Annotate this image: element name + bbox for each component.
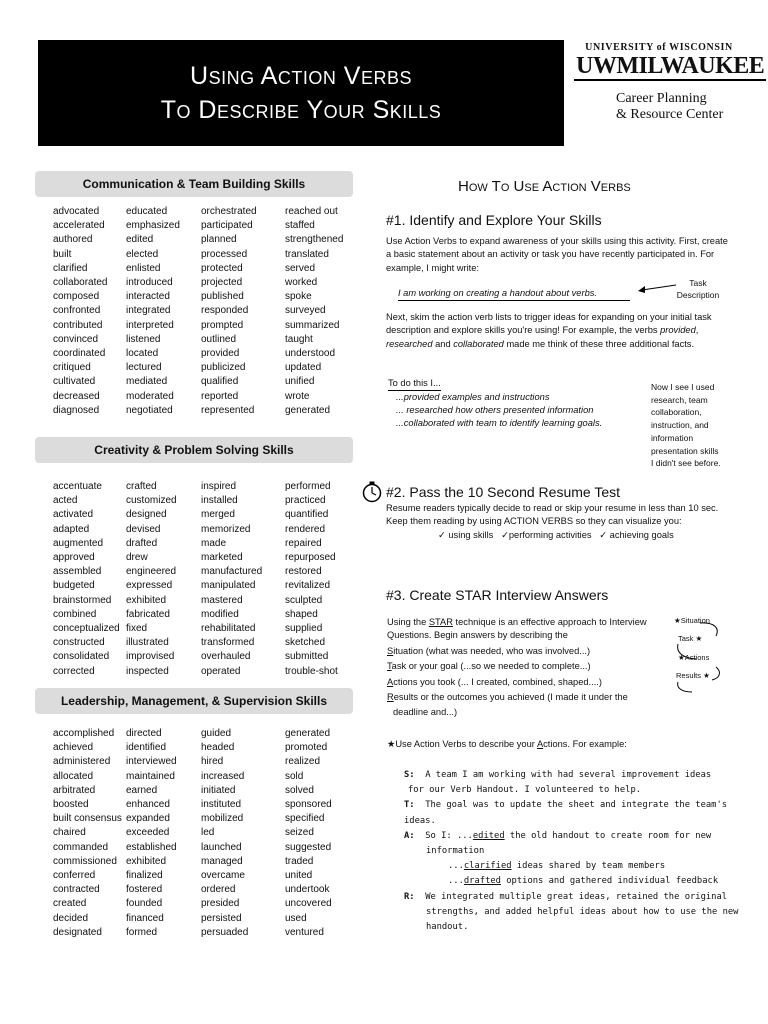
verb-item: founded xyxy=(126,898,163,910)
verb-item: merged xyxy=(201,509,235,521)
verb-item: performed xyxy=(285,481,331,492)
verb-column-creativity-4 xyxy=(285,480,338,679)
verb-item: arbitrated xyxy=(53,784,96,796)
verb-item: elected xyxy=(126,248,159,260)
verb-item: confronted xyxy=(53,305,101,317)
verb-item: lectured xyxy=(126,362,162,374)
verb-item: augmented xyxy=(53,537,104,549)
verb-item: worked xyxy=(285,277,318,289)
verb-item: commanded xyxy=(53,841,109,853)
verb-item: integrated xyxy=(126,305,171,317)
verb-item: specified xyxy=(285,813,325,825)
verb-item: outlined xyxy=(201,333,237,345)
star-list xyxy=(387,644,687,720)
verb-column-communication-3 xyxy=(201,205,257,418)
verb-column-leadership-2 xyxy=(126,727,177,940)
verb-item: composed xyxy=(53,291,100,303)
verb-item: made xyxy=(201,537,227,549)
step2-checks: ✓ using skills ✓performing activities ✓ achieving goals xyxy=(438,530,674,540)
todo-item: ...collaborated with team to identify learning goals. xyxy=(396,418,603,428)
verb-item: repaired xyxy=(285,537,322,549)
section-header-leadership: Leadership, Management, & Supervision Skills xyxy=(35,688,353,714)
step1-title: #1. Identify and Explore Your Skills xyxy=(386,212,602,228)
verb-item: translated xyxy=(285,248,329,260)
verb-column-communication-4 xyxy=(285,205,343,418)
verb-item: administered xyxy=(53,756,111,768)
verb-item: devised xyxy=(126,523,161,535)
verb-item: seized xyxy=(285,827,314,839)
verb-item: quantified xyxy=(285,509,329,521)
verb-item: updated xyxy=(285,362,322,374)
section-header-creativity: Creativity & Problem Solving Skills xyxy=(35,437,353,463)
verb-item: emphasized xyxy=(126,220,180,232)
step3-title: #3. Create STAR Interview Answers xyxy=(386,587,609,603)
verb-item: supplied xyxy=(285,623,323,635)
verb-item: led xyxy=(201,827,215,839)
verb-item: suggested xyxy=(285,841,332,853)
verb-item: enlisted xyxy=(126,262,161,274)
verb-item: fixed xyxy=(126,623,148,635)
verb-item: wrote xyxy=(285,390,310,402)
verb-item: guided xyxy=(201,728,232,739)
verb-item: trouble-shot xyxy=(285,665,338,677)
verb-item: corrected xyxy=(53,665,95,677)
verb-item: mobilized xyxy=(201,813,244,825)
verb-item: commissioned xyxy=(53,855,117,867)
verb-item: exhibited xyxy=(126,594,167,606)
verb-item: decided xyxy=(53,912,89,924)
verb-item: crafted xyxy=(126,481,157,492)
verb-item: rehabilitated xyxy=(201,623,256,635)
verb-item: created xyxy=(53,898,87,910)
verb-item: interviewed xyxy=(126,756,177,768)
verb-item: realized xyxy=(285,756,321,768)
verb-item: established xyxy=(126,841,177,853)
verb-item: memorized xyxy=(201,523,251,535)
verb-item: projected xyxy=(201,277,243,289)
verb-item: authored xyxy=(53,234,93,246)
star-item: Actions you took (... I created, combined, shaped....) xyxy=(387,676,602,687)
verb-item: understood xyxy=(285,348,336,360)
verb-item: mastered xyxy=(201,594,243,606)
logo-dept-1: Career Planning xyxy=(616,91,707,106)
verb-item: assembled xyxy=(53,566,102,578)
verb-item: strengthened xyxy=(285,234,344,246)
verb-item: identified xyxy=(126,742,167,754)
verb-item: revitalized xyxy=(285,580,331,592)
verb-item: restored xyxy=(285,566,322,578)
task-description-label: Task Description xyxy=(676,278,720,300)
use-action-verbs-line: ★Use Action Verbs to describe your Actions. For example: xyxy=(387,739,627,749)
verb-item: located xyxy=(126,348,159,360)
verb-item: staffed xyxy=(285,220,315,232)
verb-item: operated xyxy=(201,665,241,677)
verb-item: expanded xyxy=(126,813,170,825)
verb-item: responded xyxy=(201,305,249,317)
verb-item: persisted xyxy=(201,912,242,924)
verb-item: contracted xyxy=(53,884,100,896)
verb-item: accentuate xyxy=(53,481,102,492)
verb-item: traded xyxy=(285,855,314,867)
logo-dept-2: & Resource Center xyxy=(616,107,724,122)
verb-item: approved xyxy=(53,552,95,564)
verb-item: collaborated xyxy=(53,277,108,289)
verb-item: modified xyxy=(201,608,239,620)
verb-item: exhibited xyxy=(126,855,167,867)
verb-item: expressed xyxy=(126,580,173,592)
verb-item: used xyxy=(285,912,307,924)
verb-item: accomplished xyxy=(53,728,115,739)
verb-item: critiqued xyxy=(53,362,91,374)
verb-item: fabricated xyxy=(126,608,170,620)
title-line-2: To Describe Your Skills xyxy=(160,96,442,124)
verb-item: achieved xyxy=(53,742,94,754)
verb-item: protected xyxy=(201,262,243,274)
stopwatch-icon xyxy=(361,481,383,503)
verb-item: improvised xyxy=(126,651,175,663)
verb-item: moderated xyxy=(126,390,174,402)
verb-item: united xyxy=(285,870,313,882)
verb-item: practiced xyxy=(285,495,326,507)
verb-item: instituted xyxy=(201,799,242,811)
verb-column-communication-1 xyxy=(53,205,107,418)
verb-item: interpreted xyxy=(126,319,174,331)
verb-item: finalized xyxy=(126,870,163,882)
verb-column-leadership-1 xyxy=(53,727,122,940)
verb-item: generated xyxy=(285,404,331,416)
verb-item: drew xyxy=(126,552,148,564)
verb-item: built xyxy=(53,248,72,260)
section-header-communication: Communication & Team Building Skills xyxy=(35,171,353,197)
verb-item: hired xyxy=(201,756,224,768)
verb-item: submitted xyxy=(285,651,329,663)
step2-title: #2. Pass the 10 Second Resume Test xyxy=(386,484,620,500)
side-note: Now I see I used research, team collaboration, instruction, and information presentation skills I didn't see before. xyxy=(651,382,721,469)
verb-column-creativity-3 xyxy=(201,480,262,679)
star-example: S: A team I am working with had several improvement ideas for our Verb Handout. I volunteered to help. T: The goal was to update the sheet and integrate the team's ideas. A: So I: ...edited the old handout to create room for new information ...clarified ideas shared by team members ...drafted options and gathered individual feedback R: We integrated multiple great ideas, retained the original strengths, and added helpful ideas about how to use the new handout. xyxy=(404,770,739,933)
verb-item: headed xyxy=(201,742,235,754)
title-line-1: Using Action Verbs xyxy=(190,62,412,90)
verb-item: brainstormed xyxy=(53,594,112,606)
star-item: Situation (what was needed, who was involved...) xyxy=(387,646,591,656)
verb-item: increased xyxy=(201,770,245,782)
verb-item: transformed xyxy=(201,637,255,649)
step2-paragraph: Resume readers typically decide to read or skip your resume in less than 10 sec. Keep them reading by using ACTION VERBS so they can visualize you: xyxy=(386,503,719,527)
verb-item: initiated xyxy=(201,784,236,796)
verb-item: engineered xyxy=(126,566,177,578)
verb-item: directed xyxy=(126,728,162,739)
verb-item: processed xyxy=(201,248,248,260)
uwm-logo xyxy=(574,42,765,123)
todo-item: ... researched how others presented information xyxy=(396,405,594,415)
verb-item: sculpted xyxy=(285,594,323,606)
verb-item: persuaded xyxy=(201,926,249,938)
verb-item: promoted xyxy=(285,742,328,754)
verb-item: educated xyxy=(126,206,168,217)
verb-item: installed xyxy=(201,495,238,507)
example-statement: I am working on creating a handout about verbs. xyxy=(398,287,630,301)
verb-item: financed xyxy=(126,912,164,924)
verb-item: overhauled xyxy=(201,651,251,663)
verb-item: consolidated xyxy=(53,651,110,663)
verb-item: managed xyxy=(201,855,243,867)
star-task: Task ★ xyxy=(678,634,703,643)
title-banner xyxy=(38,40,564,146)
verb-item: marketed xyxy=(201,552,243,564)
verb-item: launched xyxy=(201,841,242,853)
verb-item: decreased xyxy=(53,390,100,402)
verb-item: cultivated xyxy=(53,376,96,388)
verb-item: presided xyxy=(201,898,240,910)
verb-item: manufactured xyxy=(201,566,263,578)
verb-item: interacted xyxy=(126,291,170,303)
verb-item: sketched xyxy=(285,637,326,649)
verb-item: shaped xyxy=(285,608,318,620)
verb-column-leadership-3 xyxy=(201,727,248,940)
verb-item: negotiated xyxy=(126,404,173,416)
verb-item: spoke xyxy=(285,291,312,303)
verb-item: clarified xyxy=(53,262,88,274)
verb-item: overcame xyxy=(201,870,245,882)
verb-item: exceeded xyxy=(126,827,170,839)
star-actions: ★Actions xyxy=(678,653,710,662)
verb-column-leadership-4 xyxy=(285,727,332,940)
verb-item: undertook xyxy=(285,884,330,896)
verb-item: formed xyxy=(126,926,158,938)
star-item: Results or the outcomes you achieved (I made it under the xyxy=(387,691,628,702)
verb-item: served xyxy=(285,262,316,274)
verb-item: participated xyxy=(201,220,253,232)
verb-item: rendered xyxy=(285,523,326,535)
verb-item: ordered xyxy=(201,884,236,896)
verb-item: chaired xyxy=(53,827,86,839)
verb-item: sponsored xyxy=(285,799,332,811)
verb-item: repurposed xyxy=(285,552,336,564)
verb-item: maintained xyxy=(126,770,175,782)
verb-item: activated xyxy=(53,509,94,521)
verb-item: ventured xyxy=(285,926,324,938)
verb-item: acted xyxy=(53,495,78,507)
verb-item: mediated xyxy=(126,376,168,388)
verb-item: publicized xyxy=(201,362,246,374)
verb-item: edited xyxy=(126,234,154,246)
verb-item: generated xyxy=(285,728,331,739)
verb-item: planned xyxy=(201,234,237,246)
verb-item: uncovered xyxy=(285,898,332,910)
logo-name: UWMILWAUKEE xyxy=(576,53,765,79)
star-results: Results ★ xyxy=(676,671,710,680)
verb-item: earned xyxy=(126,784,158,796)
verb-item: allocated xyxy=(53,770,94,782)
verb-item: illustrated xyxy=(126,637,169,649)
step1-paragraph-2: Next, skim the action verb lists to trigger ideas for expanding on your initial task description and explore skills you're using! For example, the verbs provided, researched and collaborated made me think of these three additional facts. xyxy=(386,312,712,349)
verb-item: summarized xyxy=(285,319,340,331)
step1-paragraph: Use Action Verbs to expand awareness of your skills using this activity. First, create a basic statement about an activity or task you have recently participated in. For example, I might write: xyxy=(386,236,728,273)
verb-item: boosted xyxy=(53,799,89,811)
verb-column-creativity-1 xyxy=(53,480,120,679)
logo-university: UNIVERSITY of WISCONSIN xyxy=(585,42,733,53)
verb-item: provided xyxy=(201,348,240,360)
verb-item: prompted xyxy=(201,319,244,331)
verb-item: solved xyxy=(285,784,314,796)
verb-item: sold xyxy=(285,770,304,782)
verb-item: introduced xyxy=(126,277,173,289)
verb-item: inspired xyxy=(201,481,237,492)
verb-item: orchestrated xyxy=(201,206,257,217)
verb-item: represented xyxy=(201,404,255,416)
todo-item: ...provided examples and instructions xyxy=(396,392,550,402)
verb-item: taught xyxy=(285,333,313,345)
verb-column-creativity-2 xyxy=(126,480,177,679)
how-to-heading: How To Use Action Verbs xyxy=(458,178,631,195)
verb-item: designated xyxy=(53,926,102,938)
step3-paragraph: Using the STAR technique is an effective approach to Interview Questions. Begin answers by describing the xyxy=(387,617,647,641)
verb-item: designed xyxy=(126,509,167,521)
star-item-continued: deadline and...) xyxy=(393,707,458,718)
verb-item: reported xyxy=(201,390,239,402)
verb-item: combined xyxy=(53,608,97,620)
verb-item: budgeted xyxy=(53,580,95,592)
verb-item: drafted xyxy=(126,537,158,549)
verb-item: coordinated xyxy=(53,348,106,360)
verb-item: surveyed xyxy=(285,305,326,317)
verb-item: enhanced xyxy=(126,799,170,811)
verb-column-communication-2 xyxy=(126,205,180,418)
verb-item: qualified xyxy=(201,376,239,388)
verb-item: conceptualized xyxy=(53,623,120,635)
verb-item: contributed xyxy=(53,319,103,331)
verb-item: built consensus xyxy=(53,813,122,825)
verb-item: listened xyxy=(126,333,161,345)
star-item: Task or your goal (...so we needed to complete...) xyxy=(387,661,591,672)
verb-item: fostered xyxy=(126,884,163,896)
verb-item: customized xyxy=(126,495,177,507)
verb-item: convinced xyxy=(53,333,99,345)
verb-item: adapted xyxy=(53,523,90,535)
verb-item: reached out xyxy=(285,206,338,217)
verb-item: conferred xyxy=(53,870,96,882)
star-situation: ★Situation xyxy=(674,616,710,625)
verb-item: advocated xyxy=(53,206,100,217)
todo-label: To do this I... xyxy=(388,377,441,391)
verb-item: published xyxy=(201,291,244,303)
todo-list xyxy=(396,391,602,430)
verb-item: unified xyxy=(285,376,315,388)
verb-item: manipulated xyxy=(201,580,256,592)
verb-item: inspected xyxy=(126,665,169,677)
verb-item: accelerated xyxy=(53,220,105,232)
verb-item: diagnosed xyxy=(53,404,100,416)
verb-item: constructed xyxy=(53,637,105,649)
